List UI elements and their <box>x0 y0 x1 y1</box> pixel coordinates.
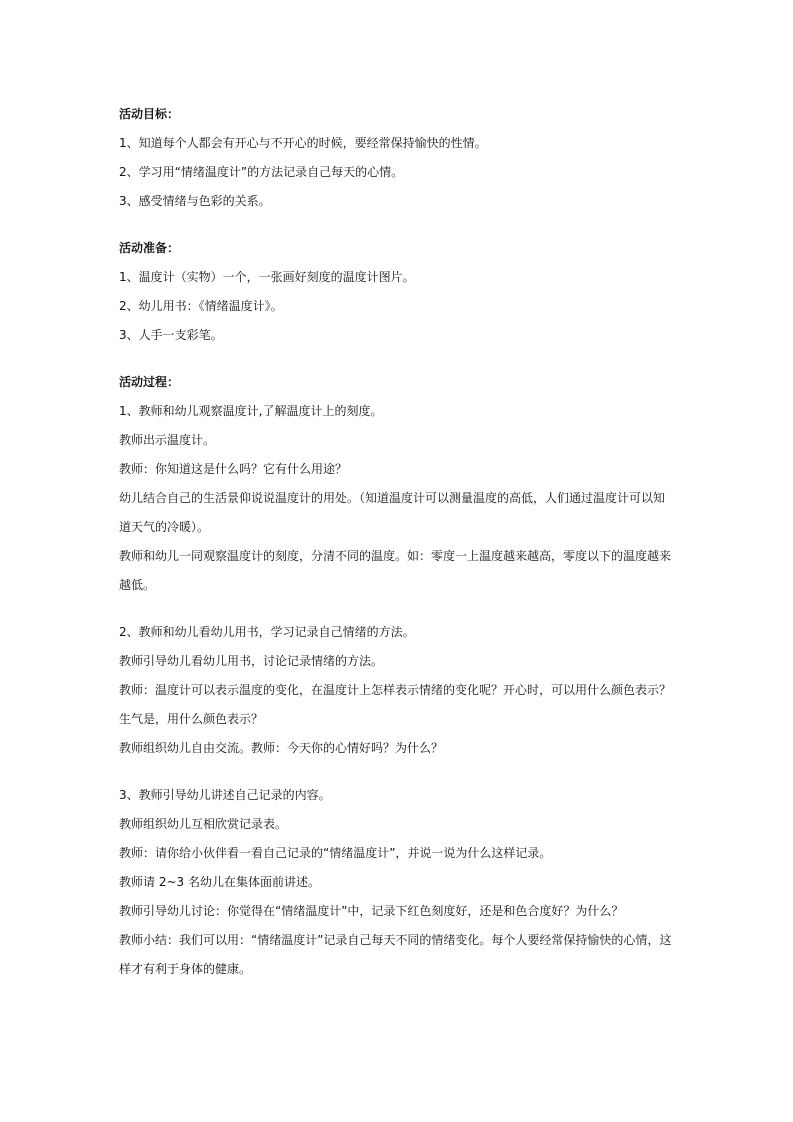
paragraph: 2、学习用“情绪温度计”的方法记录自己每天的心情。 <box>119 165 404 179</box>
paragraph: 幼儿结合自己的生活景仰说说温度计的用处。（知道温度计可以测量温度的高低，人们通过温度计可以知道天气的冷暖）。 <box>119 491 666 534</box>
paragraph: 教师引导幼儿看幼儿用书，讨论记录情绪的方法。 <box>119 654 384 668</box>
spacer <box>119 350 675 368</box>
paragraph: 教师组织幼儿互相欣赏记录表。 <box>119 817 288 831</box>
paragraph: 2、幼儿用书：《情绪温度计》。 <box>119 299 283 313</box>
section-step-2 <box>119 618 675 763</box>
paragraph: 教师：温度计可以表示温度的变化，在温度计上怎样表示情绪的变化呢？开心时，可以用什么颜色表示？生气是，用什么颜色表示？ <box>119 683 672 726</box>
section-step-3 <box>119 781 675 984</box>
paragraph: 3、教师引导幼儿讲述自己记录的内容。 <box>119 788 331 802</box>
paragraph: 教师小结：我们可以用：“情绪温度计”记录自己每天不同的情绪变化。每个人要经常保持愉快的心情，这样才有利于身体的健康。 <box>119 933 672 976</box>
paragraph: 教师和幼儿一同观察温度计的刻度，分清不同的温度。如：零度一上温度越来越高，零度以下的温度越来越低。 <box>119 549 672 592</box>
spacer <box>119 216 675 234</box>
paragraph: 3、感受情绪与色彩的关系。 <box>119 194 271 208</box>
section-heading: 活动目标： <box>119 107 180 121</box>
paragraph: 教师请 2~3 名幼儿在集体面前讲述。 <box>119 875 320 889</box>
paragraph: 教师：你知道这是什么吗？它有什么用途？ <box>119 462 348 476</box>
section-goals <box>119 100 675 216</box>
paragraph: 1、温度计（实物）一个，一张画好刻度的温度计图片。 <box>119 270 415 284</box>
paragraph: 教师引导幼儿讨论：你觉得在“情绪温度计”中，记录下红色刻度好，还是和色合度好？为什么？ <box>119 904 624 918</box>
paragraph: 1、知道每个人都会有开心与不开心的时候，要经常保持愉快的性情。 <box>119 136 487 150</box>
paragraph: 2、教师和幼儿看幼儿用书，学习记录自己情绪的方法。 <box>119 625 415 639</box>
section-heading: 活动准备： <box>119 241 180 255</box>
paragraph: 1、教师和幼儿观察温度计,了解温度计上的刻度。 <box>119 404 383 418</box>
spacer <box>119 763 675 781</box>
section-preparation <box>119 234 675 350</box>
paragraph: 3、人手一支彩笔。 <box>119 328 223 342</box>
spacer <box>119 600 675 618</box>
section-heading: 活动过程： <box>119 375 180 389</box>
document-body <box>119 100 675 984</box>
paragraph: 教师：请你给小伙伴看一看自己记录的“情绪温度计”，并说一说为什么这样记录。 <box>119 846 552 860</box>
section-process <box>119 368 675 600</box>
paragraph: 教师出示温度计。 <box>119 433 216 447</box>
paragraph: 教师组织幼儿自由交流。教师：今天你的心情好吗？为什么？ <box>119 741 444 755</box>
